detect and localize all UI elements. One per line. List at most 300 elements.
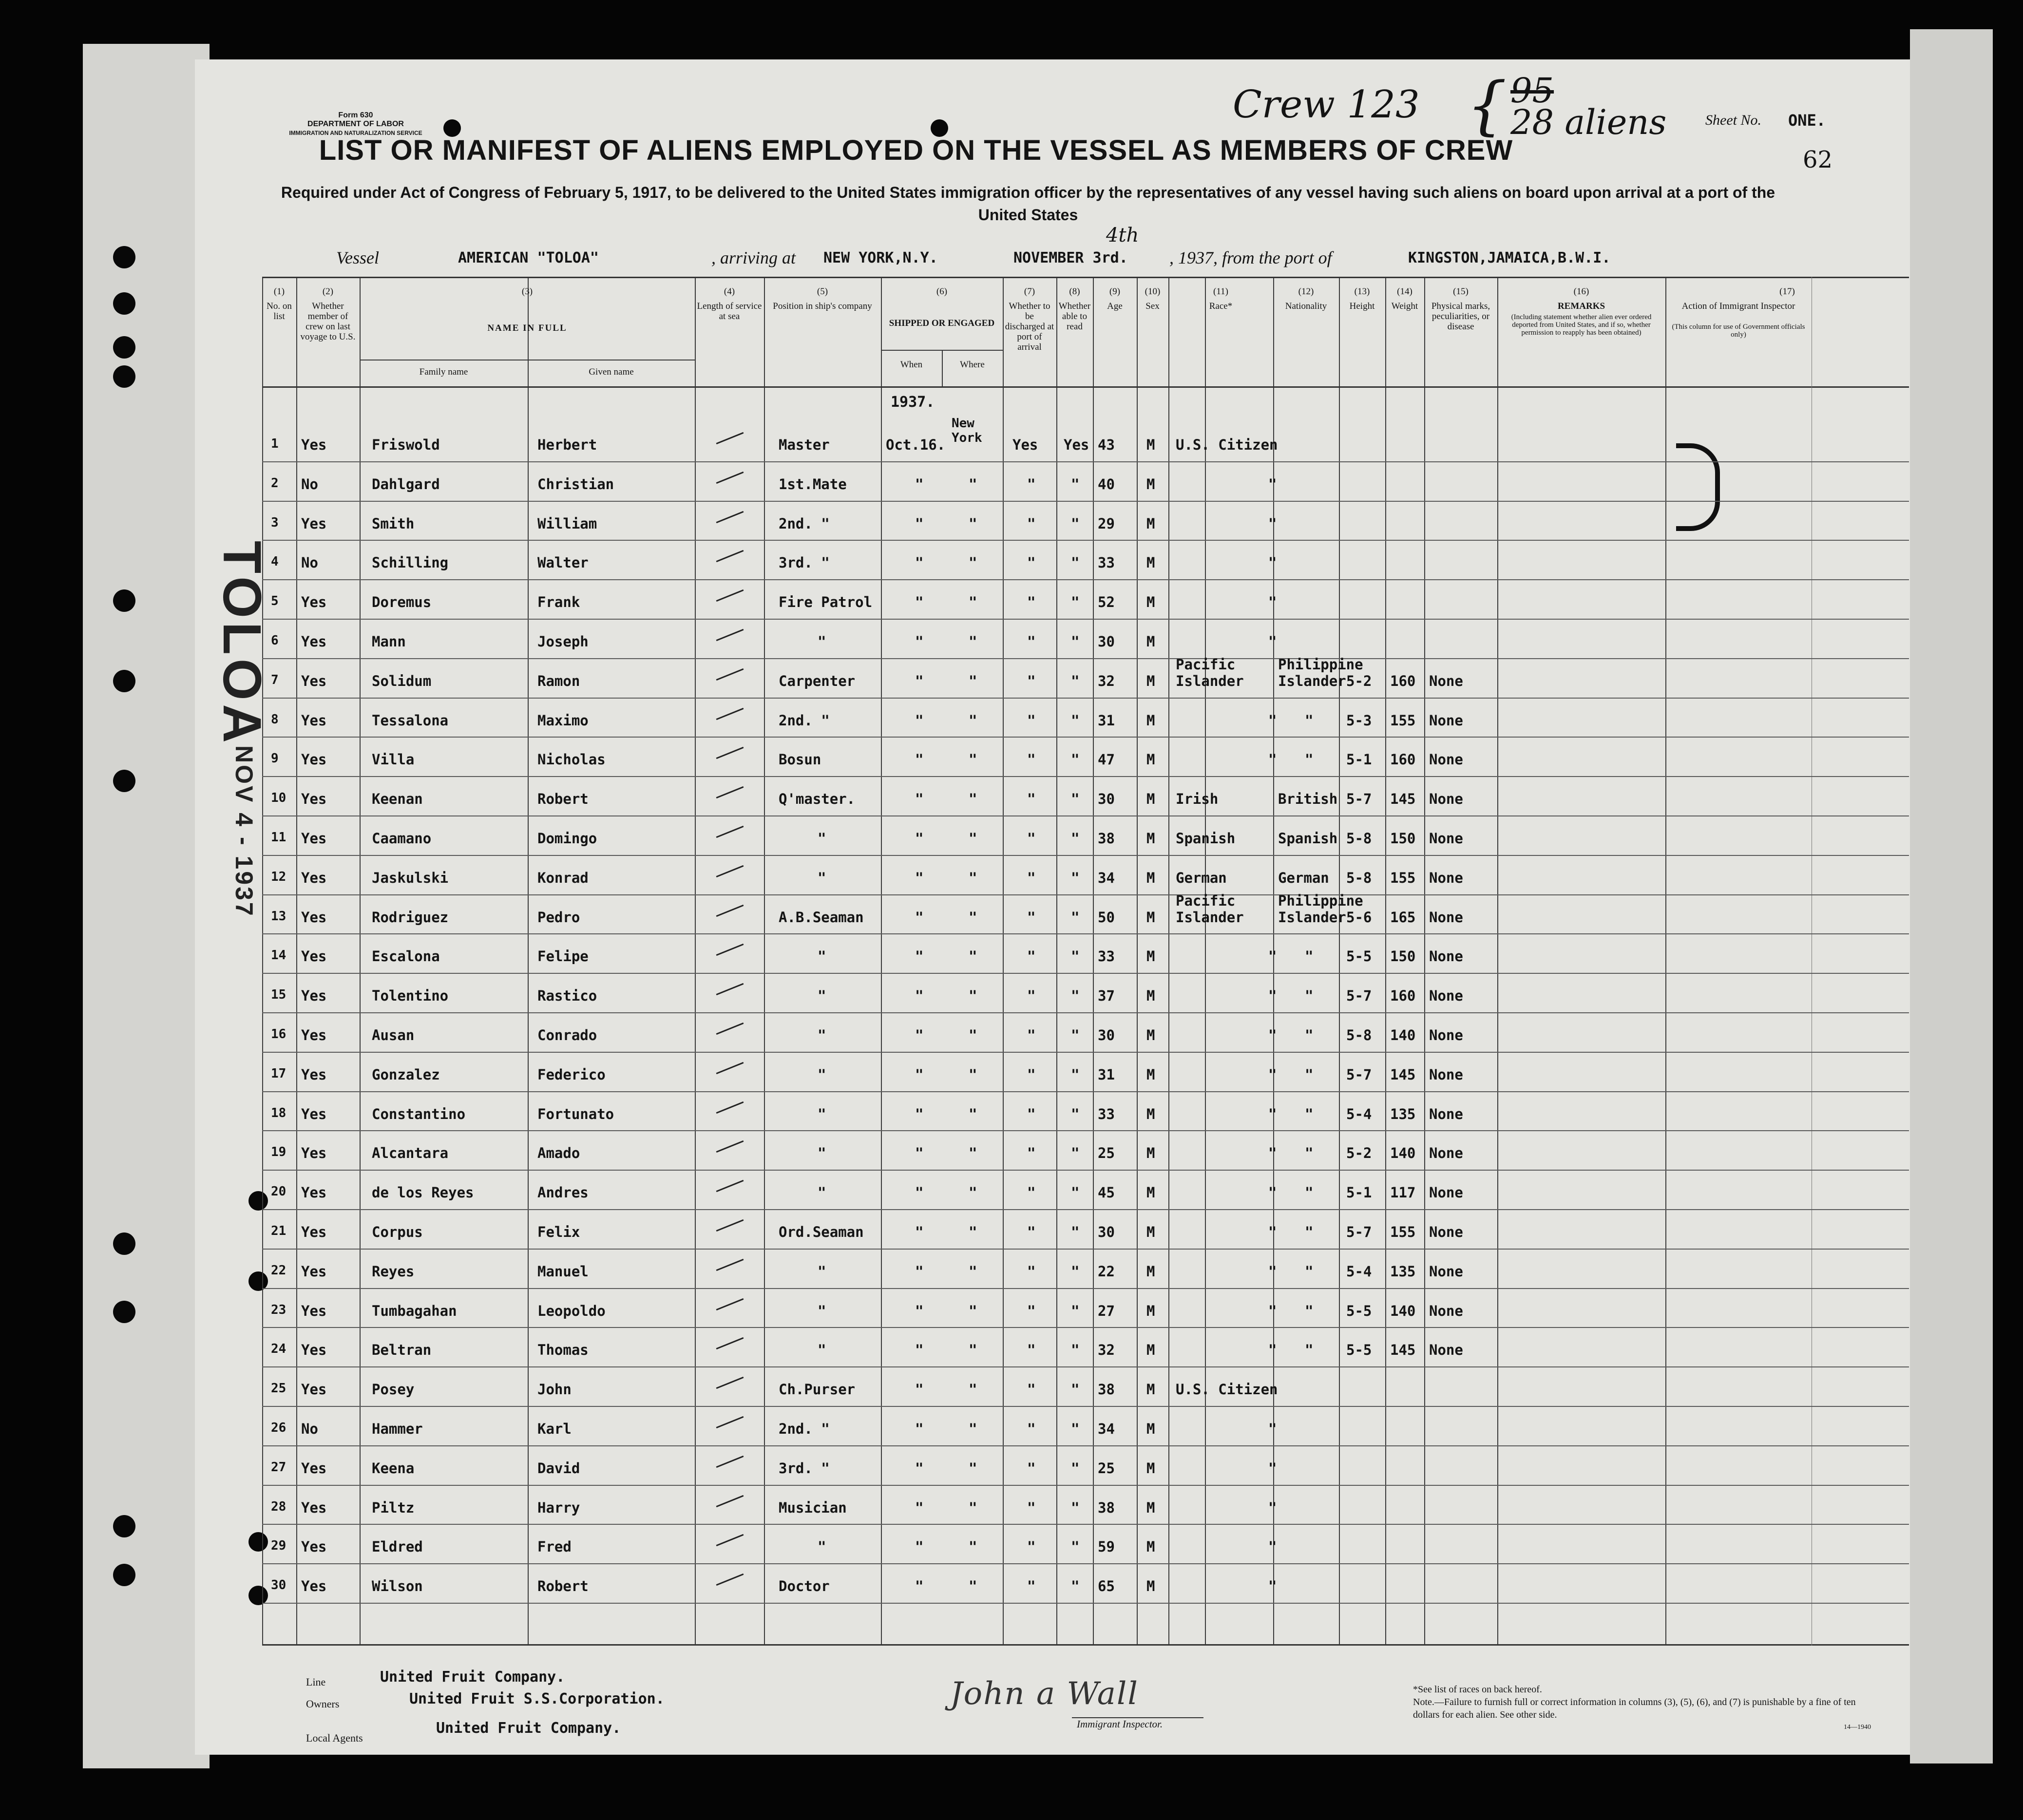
header-bottom-rule — [262, 386, 1909, 388]
race: " — [1268, 948, 1277, 965]
age: 38 — [1098, 1381, 1115, 1398]
race: Pacific Islander — [1176, 656, 1244, 689]
family-name: Constantino — [372, 1105, 466, 1122]
footnotes — [1413, 1683, 1871, 1734]
races-footnote: *See list of races on back hereof. — [1413, 1684, 1542, 1695]
column-number: (13) — [1354, 286, 1370, 297]
given-name: Amado — [537, 1145, 580, 1162]
family-name: Tolentino — [372, 987, 449, 1005]
service-tick-mark — [716, 1416, 744, 1428]
sex: M — [1146, 475, 1155, 493]
position: " — [818, 948, 826, 965]
to-be-discharged: " — [1027, 1578, 1036, 1595]
given-name: Maximo — [537, 712, 589, 729]
height: 5-3 — [1346, 712, 1372, 729]
able-to-read: " — [1071, 1184, 1080, 1201]
column-header: Height — [1349, 301, 1375, 311]
table-row — [262, 1053, 1909, 1092]
table-row — [262, 1171, 1909, 1210]
given-name: Walter — [537, 554, 589, 571]
sheet-number: ONE. — [1788, 111, 1826, 130]
family-name: Smith — [372, 515, 415, 532]
race: " — [1268, 594, 1277, 611]
age: 30 — [1098, 1224, 1115, 1240]
crew-previous-voyage: Yes — [301, 1263, 327, 1280]
to-be-discharged: " — [1027, 1263, 1036, 1280]
physical-marks: None — [1429, 1184, 1463, 1201]
age: 25 — [1098, 1145, 1115, 1162]
column-header: Race* — [1209, 301, 1233, 311]
nationality: Philippine Islander — [1278, 892, 1363, 926]
position: Bosun — [779, 751, 821, 768]
sex: M — [1146, 1381, 1155, 1398]
table-row — [262, 416, 1909, 462]
column-number: (10) — [1145, 286, 1161, 297]
service-tick-mark — [716, 1180, 744, 1192]
date-correction: 4th — [1106, 224, 1139, 246]
sex: M — [1146, 987, 1155, 1005]
physical-marks: None — [1429, 1105, 1463, 1122]
year-label: , 1937, from the port of — [1169, 248, 1332, 267]
age: 32 — [1098, 1342, 1115, 1359]
given-name: Fortunato — [537, 1105, 614, 1122]
crew-previous-voyage: Yes — [301, 1460, 327, 1477]
position: " — [818, 1538, 826, 1555]
date-stamp: NOV 4 - 1937 — [230, 745, 258, 918]
row-number: 25 — [271, 1381, 286, 1396]
family-name: Rodriguez — [372, 909, 449, 926]
given-name: Herbert — [537, 436, 597, 453]
column-header: NAME IN FULL — [487, 323, 567, 333]
sex: M — [1146, 1105, 1155, 1122]
able-to-read: " — [1071, 1027, 1080, 1043]
table-row — [262, 816, 1909, 855]
line-label: Line — [306, 1676, 326, 1688]
race: " — [1268, 515, 1277, 532]
shipped-when: " — [915, 672, 924, 689]
crew-previous-voyage: Yes — [301, 672, 327, 689]
row-number: 26 — [271, 1421, 286, 1435]
height: 5-8 — [1346, 1027, 1372, 1043]
service-tick-mark — [716, 1023, 744, 1035]
service-tick-mark — [716, 826, 744, 838]
position: " — [818, 1066, 826, 1083]
able-to-read: " — [1071, 909, 1080, 926]
age: 34 — [1098, 869, 1115, 886]
crew-previous-voyage: Yes — [301, 1145, 327, 1162]
to-be-discharged: " — [1027, 909, 1036, 926]
column-number: (12) — [1298, 286, 1314, 297]
column-header: Age — [1107, 301, 1123, 311]
able-to-read: " — [1071, 1538, 1080, 1555]
column-number: (14) — [1397, 286, 1412, 297]
department-name: DEPARTMENT OF LABOR — [307, 120, 404, 128]
shipped-where: " — [969, 1066, 977, 1083]
row-number: 3 — [271, 515, 279, 530]
able-to-read: " — [1071, 1342, 1080, 1359]
physical-marks: None — [1429, 1342, 1463, 1359]
family-name: de los Reyes — [372, 1184, 474, 1201]
height: 5-6 — [1346, 909, 1372, 926]
able-to-read: " — [1071, 1578, 1080, 1595]
row-number: 4 — [271, 554, 279, 569]
given-name: Frank — [537, 594, 580, 611]
crew-previous-voyage: Yes — [301, 909, 327, 926]
to-be-discharged: " — [1027, 633, 1036, 650]
age: 27 — [1098, 1302, 1115, 1319]
nationality: " — [1305, 1066, 1314, 1083]
nationality: " — [1305, 751, 1314, 768]
race: " — [1268, 1105, 1277, 1122]
to-be-discharged: " — [1027, 1538, 1036, 1555]
binder-hole — [113, 336, 135, 359]
shipped-where: " — [969, 633, 977, 650]
sex: M — [1146, 1421, 1155, 1437]
race: " — [1268, 712, 1277, 729]
to-be-discharged: " — [1027, 948, 1036, 965]
to-be-discharged: " — [1027, 515, 1036, 532]
shipped-where: " — [969, 830, 977, 847]
inspector-label: Immigrant Inspector. — [1072, 1717, 1203, 1730]
able-to-read: " — [1071, 633, 1080, 650]
position: " — [818, 1145, 826, 1162]
sex: M — [1146, 1302, 1155, 1319]
height: 5-7 — [1346, 791, 1372, 808]
height: 5-1 — [1346, 751, 1372, 768]
shipped-when: " — [915, 515, 924, 532]
shipped-when: " — [915, 948, 924, 965]
binder-hole — [113, 670, 135, 692]
column-header-when: When — [900, 360, 923, 370]
row-number: 27 — [271, 1460, 286, 1475]
sex: M — [1146, 672, 1155, 689]
crew-previous-voyage: Yes — [301, 1027, 327, 1043]
race: " — [1268, 987, 1277, 1005]
row-rule — [262, 1603, 1909, 1604]
crew-previous-voyage: Yes — [301, 1224, 327, 1240]
race: " — [1268, 1499, 1277, 1516]
column-header: Whether able to read — [1058, 301, 1091, 332]
binder-hole — [113, 246, 135, 268]
age: 65 — [1098, 1578, 1115, 1595]
column-header-family: Family name — [419, 367, 468, 377]
position: Q'master. — [779, 791, 856, 808]
crew-previous-voyage: Yes — [301, 1342, 327, 1359]
position: " — [818, 987, 826, 1005]
table-row — [262, 738, 1909, 777]
family-name: Escalona — [372, 948, 440, 965]
sex: M — [1146, 1342, 1155, 1359]
shipped-when: " — [915, 1499, 924, 1516]
aliens-count-note: 28 aliens — [1510, 102, 1667, 142]
able-to-read: " — [1071, 948, 1080, 965]
race: " — [1268, 1421, 1277, 1437]
shipped-where: " — [969, 1184, 977, 1201]
able-to-read: " — [1071, 751, 1080, 768]
physical-marks: None — [1429, 1263, 1463, 1280]
position: Carpenter — [779, 672, 856, 689]
family-name: Friswold — [372, 436, 440, 453]
shipped-where: " — [969, 1499, 977, 1516]
sex: M — [1146, 869, 1155, 886]
crew-previous-voyage: Yes — [301, 791, 327, 808]
sex: M — [1146, 554, 1155, 571]
vessel-stamp: TOLOA — [212, 541, 272, 747]
shipped-when: " — [915, 1302, 924, 1319]
table-row — [262, 502, 1909, 541]
service-tick-mark — [716, 1298, 744, 1310]
race: Pacific Islander — [1176, 892, 1244, 926]
column-header: No. on list — [267, 301, 292, 322]
crew-count-note: Crew 123 — [1233, 83, 1420, 127]
row-number: 8 — [271, 712, 279, 727]
shipped-where: " — [969, 1224, 977, 1240]
race: " — [1268, 1578, 1277, 1595]
crew-previous-voyage: Yes — [301, 948, 327, 965]
sex: M — [1146, 436, 1155, 453]
shipped-when: Oct.16. — [886, 436, 946, 453]
crew-previous-voyage: Yes — [301, 633, 327, 650]
shipped-where: " — [969, 1145, 977, 1162]
column-header: Position in ship's company — [773, 301, 872, 311]
table-row — [262, 856, 1909, 895]
given-name: William — [537, 515, 597, 532]
weight: 145 — [1390, 1342, 1416, 1359]
column-header: Action of Immigrant Inspector — [1681, 301, 1795, 311]
to-be-discharged: " — [1027, 869, 1036, 886]
crew-previous-voyage: No — [301, 475, 318, 493]
age: 29 — [1098, 515, 1115, 532]
age: 37 — [1098, 987, 1115, 1005]
age: 43 — [1098, 436, 1115, 453]
family-name: Wilson — [372, 1578, 423, 1595]
given-name: David — [537, 1460, 580, 1477]
shipped-where: " — [969, 869, 977, 886]
binder-strip-right — [1910, 29, 1993, 1763]
to-be-discharged: " — [1027, 1027, 1036, 1043]
row-number: 24 — [271, 1342, 286, 1357]
service-tick-mark — [716, 1495, 744, 1507]
inspector-signature: John a Wall — [950, 1676, 1139, 1712]
service-tick-mark — [716, 1259, 744, 1271]
to-be-discharged: " — [1027, 1342, 1036, 1359]
nationality: " — [1305, 1027, 1314, 1043]
service-tick-mark — [716, 668, 744, 681]
able-to-read: " — [1071, 791, 1080, 808]
penalty-note: Note.—Failure to furnish full or correct information in columns (3), (5), (6), and (7) is punishable by a fine of ten dollars for each alien. See other side. — [1413, 1697, 1856, 1720]
row-number: 14 — [271, 948, 286, 963]
family-name: Posey — [372, 1381, 415, 1398]
able-to-read: " — [1071, 554, 1080, 571]
column-number: (3) — [521, 286, 533, 297]
age: 30 — [1098, 1027, 1115, 1043]
position: " — [818, 1184, 826, 1201]
race: U.S. Citizen — [1176, 1381, 1278, 1398]
age: 31 — [1098, 1066, 1115, 1083]
height: 5-5 — [1346, 948, 1372, 965]
binder-hole — [113, 1564, 135, 1586]
family-name: Schilling — [372, 554, 449, 571]
position: 3rd. " — [779, 1460, 830, 1477]
sex: M — [1146, 909, 1155, 926]
able-to-read: " — [1071, 1066, 1080, 1083]
table-row — [262, 777, 1909, 816]
physical-marks: None — [1429, 948, 1463, 965]
table-row — [262, 1407, 1909, 1446]
age: 30 — [1098, 791, 1115, 808]
crew-previous-voyage: Yes — [301, 869, 327, 886]
to-be-discharged: " — [1027, 1224, 1036, 1240]
age: 45 — [1098, 1184, 1115, 1201]
service-name: IMMIGRATION AND NATURALIZATION SERVICE — [289, 130, 422, 136]
arrival-date: NOVEMBER 3rd. — [1013, 249, 1128, 266]
to-be-discharged: " — [1027, 987, 1036, 1005]
race: " — [1268, 1066, 1277, 1083]
weight: 155 — [1390, 869, 1416, 886]
table-row — [262, 541, 1909, 580]
column-number: (8) — [1069, 286, 1080, 297]
family-name: Tumbagahan — [372, 1302, 457, 1319]
position: Ch.Purser — [779, 1381, 856, 1398]
column-header: SHIPPED OR ENGAGED — [889, 318, 995, 328]
shipped-when: " — [915, 1578, 924, 1595]
race: " — [1268, 554, 1277, 571]
service-tick-mark — [716, 589, 744, 602]
crew-previous-voyage: No — [301, 1421, 318, 1437]
column-header-note: (This column for use of Government officials only) — [1672, 323, 1805, 339]
race: Spanish — [1176, 830, 1236, 847]
family-name: Alcantara — [372, 1145, 449, 1162]
physical-marks: None — [1429, 1302, 1463, 1319]
crew-previous-voyage: Yes — [301, 436, 327, 453]
shipped-where: " — [969, 1105, 977, 1122]
physical-marks: None — [1429, 1027, 1463, 1043]
table-row — [262, 1446, 1909, 1485]
given-name: Ramon — [537, 672, 580, 689]
nationality: " — [1305, 1302, 1314, 1319]
crew-previous-voyage: Yes — [301, 712, 327, 729]
given-name: John — [537, 1381, 572, 1398]
physical-marks: None — [1429, 869, 1463, 886]
able-to-read: Yes — [1064, 436, 1089, 453]
to-be-discharged: " — [1027, 475, 1036, 493]
service-tick-mark — [716, 550, 744, 562]
height: 5-7 — [1346, 987, 1372, 1005]
race: " — [1268, 1302, 1277, 1319]
height: 5-8 — [1346, 869, 1372, 886]
to-be-discharged: " — [1027, 672, 1036, 689]
row-number: 2 — [271, 475, 279, 491]
nationality: Spanish — [1278, 830, 1338, 847]
nationality: " — [1305, 712, 1314, 729]
shipped-where: " — [969, 987, 977, 1005]
to-be-discharged: " — [1027, 712, 1036, 729]
sex: M — [1146, 1263, 1155, 1280]
given-name: Joseph — [537, 633, 589, 650]
column-number: (6) — [936, 286, 948, 297]
shipped-when: " — [915, 1066, 924, 1083]
family-name: Hammer — [372, 1421, 423, 1437]
table-row — [262, 656, 1909, 698]
nationality: German — [1278, 869, 1329, 886]
position: Master — [779, 436, 830, 453]
family-name: Tessalona — [372, 712, 449, 729]
shipped-when: " — [915, 1342, 924, 1359]
family-name: Eldred — [372, 1538, 423, 1555]
binder-hole — [113, 589, 135, 612]
column-number: (17) — [1779, 286, 1795, 297]
binder-hole — [113, 1232, 135, 1255]
binder-hole — [113, 1515, 135, 1537]
shipped-where: " — [969, 1302, 977, 1319]
column-header: Sex — [1145, 301, 1160, 311]
crew-previous-voyage: No — [301, 554, 318, 571]
column-number: (16) — [1573, 286, 1589, 297]
service-tick-mark — [716, 1377, 744, 1389]
race: " — [1268, 1538, 1277, 1555]
shipped-when: " — [915, 1460, 924, 1477]
family-name: Mann — [372, 633, 406, 650]
sex: M — [1146, 791, 1155, 808]
physical-marks: None — [1429, 672, 1463, 689]
table-row — [262, 1486, 1909, 1525]
family-name: Gonzalez — [372, 1066, 440, 1083]
to-be-discharged: " — [1027, 1105, 1036, 1122]
shipped-where: " — [969, 751, 977, 768]
crew-previous-voyage: Yes — [301, 594, 327, 611]
given-name: Conrado — [537, 1027, 597, 1043]
row-number: 30 — [271, 1578, 286, 1593]
race: " — [1268, 1263, 1277, 1280]
age: 34 — [1098, 1421, 1115, 1437]
family-name: Ausan — [372, 1027, 415, 1043]
column-header: REMARKS — [1557, 301, 1605, 311]
crew-previous-voyage: Yes — [301, 1381, 327, 1398]
shipped-when: " — [915, 830, 924, 847]
family-name: Beltran — [372, 1342, 432, 1359]
sex: M — [1146, 1224, 1155, 1240]
position: 2nd. " — [779, 515, 830, 532]
table-row — [262, 934, 1909, 973]
height: 5-1 — [1346, 1184, 1372, 1201]
row-number: 5 — [271, 594, 279, 609]
shipped-where: " — [969, 1421, 977, 1437]
to-be-discharged: " — [1027, 1381, 1036, 1398]
nationality: " — [1305, 1263, 1314, 1280]
position: " — [818, 830, 826, 847]
able-to-read: " — [1071, 712, 1080, 729]
to-be-discharged: " — [1027, 1145, 1036, 1162]
service-tick-mark — [716, 1219, 744, 1232]
given-name: Pedro — [537, 909, 580, 926]
owners-value: United Fruit S.S.Corporation. — [409, 1690, 665, 1707]
shipped-when: " — [915, 909, 924, 926]
to-be-discharged: " — [1027, 1066, 1036, 1083]
age: 50 — [1098, 909, 1115, 926]
owners-label: Owners — [306, 1698, 340, 1710]
service-tick-mark — [716, 1534, 744, 1546]
shipped-where: " — [969, 712, 977, 729]
column-header: Whether member of crew on last voyage to U.S. — [300, 301, 356, 342]
form-header — [273, 111, 439, 137]
arriving-label: , arriving at — [711, 248, 796, 267]
sex: M — [1146, 751, 1155, 768]
shipped-when: " — [915, 1027, 924, 1043]
shipped-where: " — [969, 554, 977, 571]
shipped-when: " — [915, 1381, 924, 1398]
weight: 117 — [1390, 1184, 1416, 1201]
row-number: 20 — [271, 1184, 286, 1199]
